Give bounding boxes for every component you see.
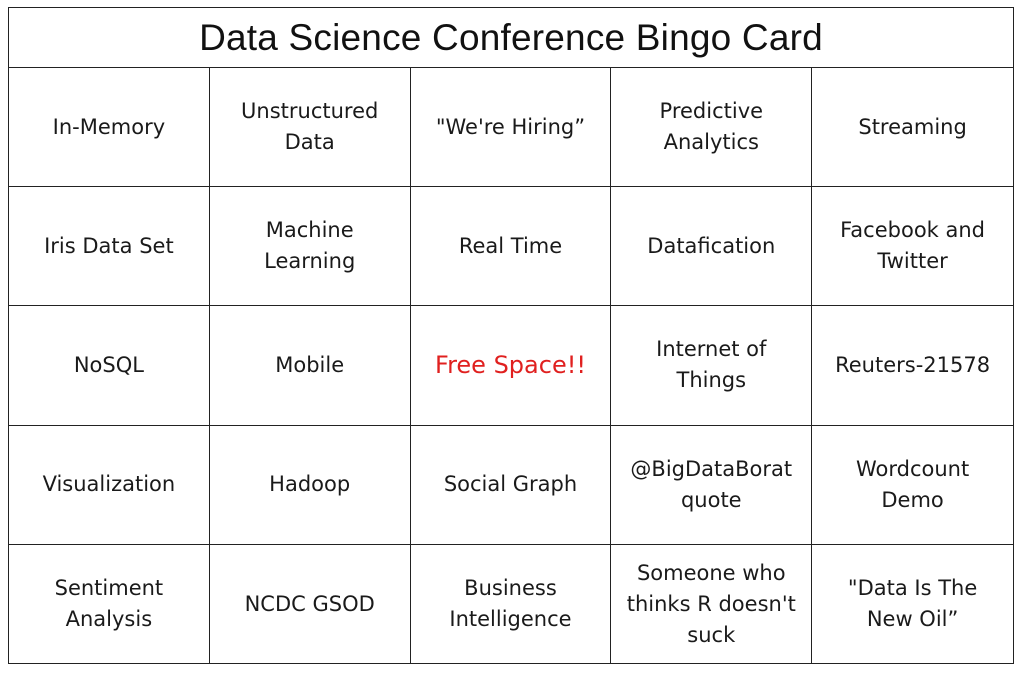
bingo-cell[interactable] [812, 187, 1013, 306]
title-bar [9, 8, 1013, 68]
cell-label: @BigDataBorat quote [630, 456, 793, 512]
bingo-cell[interactable] [611, 68, 812, 187]
cell-label: "Data Is The New Oil” [847, 576, 978, 632]
free-space-label: Free Space!! [435, 350, 586, 379]
bingo-cell[interactable] [210, 306, 411, 425]
bingo-cell[interactable] [411, 426, 612, 545]
cell-label: Datafication [647, 233, 776, 258]
bingo-cell[interactable] [812, 545, 1013, 664]
bingo-grid [9, 68, 1013, 664]
cell-label: Predictive Analytics [659, 99, 764, 155]
bingo-cell[interactable] [411, 68, 612, 187]
cell-label: Reuters-21578 [835, 352, 991, 377]
bingo-cell[interactable] [210, 545, 411, 664]
cell-label: Unstructured Data [241, 99, 379, 155]
cell-label: "We're Hiring” [435, 114, 586, 139]
cell-label: Mobile [275, 352, 345, 377]
cell-label: NoSQL [73, 352, 144, 377]
bingo-cell[interactable] [9, 187, 210, 306]
cell-label: Real Time [458, 233, 563, 258]
bingo-cell[interactable] [411, 545, 612, 664]
bingo-cell[interactable] [210, 68, 411, 187]
bingo-cell[interactable] [611, 187, 812, 306]
cell-label: Machine Learning [264, 218, 356, 274]
bingo-cell[interactable] [9, 545, 210, 664]
cell-label: In-Memory [52, 114, 166, 139]
cell-label: Social Graph [443, 472, 578, 497]
cell-label: Wordcount Demo [855, 456, 970, 512]
bingo-cell[interactable] [411, 187, 612, 306]
cell-label: Hadoop [269, 472, 351, 497]
bingo-card [8, 7, 1014, 664]
cell-label: Someone who thinks R doesn't suck [626, 560, 796, 647]
bingo-cell[interactable] [9, 426, 210, 545]
card-title: Data Science Conference Bingo Card [199, 16, 823, 58]
bingo-cell[interactable] [9, 68, 210, 187]
cell-label: Internet of Things [656, 337, 767, 393]
bingo-cell[interactable] [210, 426, 411, 545]
bingo-cell[interactable] [9, 306, 210, 425]
cell-label: Visualization [42, 472, 176, 497]
cell-label: Facebook and Twitter [840, 218, 986, 274]
cell-label: Sentiment Analysis [54, 576, 164, 632]
free-space-cell[interactable] [411, 306, 612, 425]
bingo-cell[interactable] [611, 545, 812, 664]
bingo-cell[interactable] [812, 426, 1013, 545]
cell-label: NCDC GSOD [244, 591, 375, 616]
bingo-cell[interactable] [812, 306, 1013, 425]
bingo-cell[interactable] [611, 426, 812, 545]
bingo-cell[interactable] [812, 68, 1013, 187]
bingo-cell[interactable] [611, 306, 812, 425]
cell-label: Iris Data Set [44, 233, 174, 258]
bingo-cell[interactable] [210, 187, 411, 306]
cell-label: Streaming [858, 114, 967, 139]
cell-label: Business Intelligence [449, 576, 572, 632]
